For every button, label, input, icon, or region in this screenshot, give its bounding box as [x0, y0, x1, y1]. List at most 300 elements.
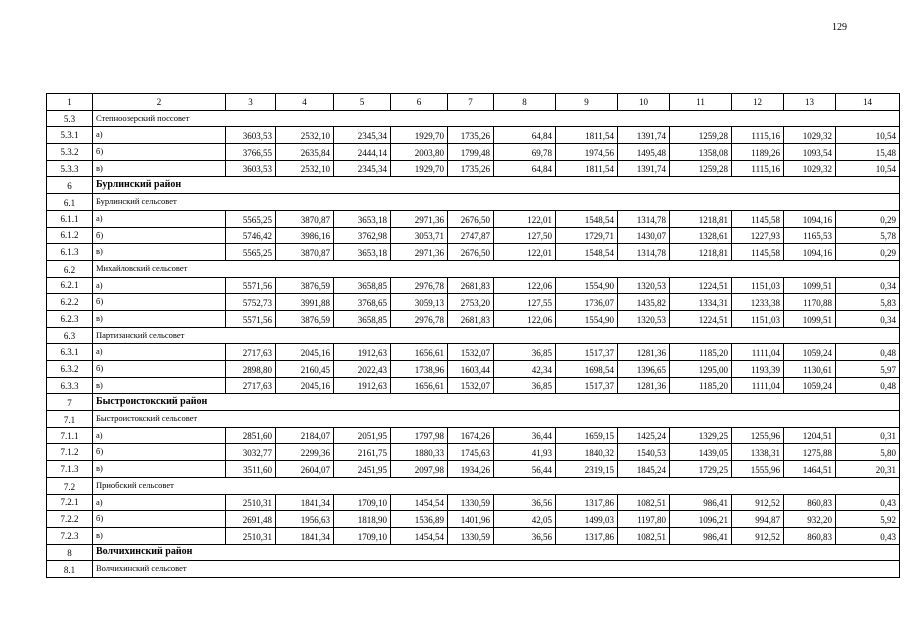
value-cell: 932,20 — [784, 511, 836, 528]
value-cell: 36,56 — [494, 494, 556, 511]
value-cell: 1099,51 — [784, 277, 836, 294]
value-cell: 1281,36 — [618, 344, 670, 361]
row-code: 6.2 — [47, 260, 93, 277]
row-code: 6.2.2 — [47, 294, 93, 311]
value-cell: 1929,70 — [391, 160, 448, 177]
value-cell: 64,84 — [494, 127, 556, 144]
value-cell: 5,83 — [836, 294, 900, 311]
value-cell: 2753,20 — [448, 294, 494, 311]
row-code: 6.3 — [47, 327, 93, 344]
value-cell: 1659,15 — [556, 427, 618, 444]
row-code: 7.1.3 — [47, 461, 93, 478]
value-cell: 2532,10 — [276, 160, 334, 177]
value-cell: 1517,37 — [556, 377, 618, 394]
row-code: 7.1 — [47, 411, 93, 428]
row-code: 6.2.3 — [47, 310, 93, 327]
value-cell: 1880,33 — [391, 444, 448, 461]
value-cell: 3658,85 — [334, 277, 391, 294]
row-code: 7.2.1 — [47, 494, 93, 511]
value-cell: 0,34 — [836, 277, 900, 294]
value-cell: 1555,96 — [732, 461, 784, 478]
value-cell: 1218,81 — [670, 210, 732, 227]
value-cell: 1532,07 — [448, 377, 494, 394]
value-cell: 1956,63 — [276, 511, 334, 528]
row-code: 6.2.1 — [47, 277, 93, 294]
value-cell: 1328,61 — [670, 227, 732, 244]
value-cell: 1554,90 — [556, 310, 618, 327]
value-cell: 1929,70 — [391, 127, 448, 144]
value-cell: 1934,26 — [448, 461, 494, 478]
value-cell: 1729,25 — [670, 461, 732, 478]
value-cell: 1548,54 — [556, 210, 618, 227]
value-cell: 1912,63 — [334, 377, 391, 394]
value-cell: 1729,71 — [556, 227, 618, 244]
table-row — [47, 527, 900, 544]
value-cell: 1517,37 — [556, 344, 618, 361]
value-cell: 2604,07 — [276, 461, 334, 478]
value-cell: 5752,73 — [226, 294, 276, 311]
value-cell: 2045,16 — [276, 377, 334, 394]
value-cell: 3603,53 — [226, 160, 276, 177]
value-cell: 994,87 — [732, 511, 784, 528]
value-cell: 1330,59 — [448, 527, 494, 544]
value-cell: 0,29 — [836, 210, 900, 227]
district-title: Волчихинский район — [93, 544, 900, 561]
value-cell: 1094,16 — [784, 244, 836, 261]
column-number-cell: 12 — [732, 94, 784, 111]
value-cell: 2097,98 — [391, 461, 448, 478]
row-code: 6.1.2 — [47, 227, 93, 244]
value-cell: 1698,54 — [556, 361, 618, 378]
value-cell: 1656,61 — [391, 344, 448, 361]
value-cell: 1674,26 — [448, 427, 494, 444]
value-cell: 1130,61 — [784, 361, 836, 378]
value-cell: 1204,51 — [784, 427, 836, 444]
value-cell: 1314,78 — [618, 210, 670, 227]
value-cell: 3032,77 — [226, 444, 276, 461]
table-row — [47, 344, 900, 361]
row-label: б) — [93, 294, 226, 311]
row-code: 6.3.3 — [47, 377, 93, 394]
value-cell: 0,29 — [836, 244, 900, 261]
value-cell: 5,78 — [836, 227, 900, 244]
value-cell: 1320,53 — [618, 277, 670, 294]
value-cell: 2184,07 — [276, 427, 334, 444]
value-cell: 0,48 — [836, 344, 900, 361]
column-number-cell: 11 — [670, 94, 732, 111]
value-cell: 986,41 — [670, 527, 732, 544]
value-cell: 1145,58 — [732, 210, 784, 227]
column-number-cell: 1 — [47, 94, 93, 111]
value-cell: 860,83 — [784, 494, 836, 511]
value-cell: 1096,21 — [670, 511, 732, 528]
value-cell: 1193,39 — [732, 361, 784, 378]
value-cell: 1197,80 — [618, 511, 670, 528]
value-cell: 1797,98 — [391, 427, 448, 444]
value-cell: 42,05 — [494, 511, 556, 528]
value-cell: 0,34 — [836, 310, 900, 327]
value-cell: 2635,84 — [276, 144, 334, 161]
value-cell: 1170,88 — [784, 294, 836, 311]
council-title: Степноозерский поссовет — [93, 110, 900, 127]
value-cell: 3986,16 — [276, 227, 334, 244]
value-cell: 3876,59 — [276, 310, 334, 327]
row-label: а) — [93, 494, 226, 511]
value-cell: 2681,83 — [448, 277, 494, 294]
value-cell: 1029,32 — [784, 160, 836, 177]
value-cell: 860,83 — [784, 527, 836, 544]
value-cell: 1317,86 — [556, 527, 618, 544]
district-header-row — [47, 544, 900, 561]
value-cell: 2898,80 — [226, 361, 276, 378]
value-cell: 1329,25 — [670, 427, 732, 444]
value-cell: 1391,74 — [618, 127, 670, 144]
column-number-cell: 13 — [784, 94, 836, 111]
value-cell: 1330,59 — [448, 494, 494, 511]
row-label: в) — [93, 160, 226, 177]
table-row — [47, 427, 900, 444]
value-cell: 1259,28 — [670, 127, 732, 144]
value-cell: 1912,63 — [334, 344, 391, 361]
row-code: 7.1.2 — [47, 444, 93, 461]
council-header-row — [47, 194, 900, 211]
row-code: 6.1.3 — [47, 244, 93, 261]
value-cell: 2691,48 — [226, 511, 276, 528]
value-cell: 3762,98 — [334, 227, 391, 244]
row-code: 5.3.3 — [47, 160, 93, 177]
row-label: а) — [93, 277, 226, 294]
row-label: в) — [93, 527, 226, 544]
row-label: а) — [93, 210, 226, 227]
value-cell: 1314,78 — [618, 244, 670, 261]
council-header-row — [47, 411, 900, 428]
value-cell: 2971,36 — [391, 244, 448, 261]
table-row — [47, 227, 900, 244]
row-code: 7.2 — [47, 477, 93, 494]
table-row — [47, 160, 900, 177]
column-number-cell: 6 — [391, 94, 448, 111]
row-label: б) — [93, 144, 226, 161]
value-cell: 1059,24 — [784, 377, 836, 394]
district-title: Быстроистокский район — [93, 394, 900, 411]
value-cell: 1233,38 — [732, 294, 784, 311]
row-label: а) — [93, 344, 226, 361]
table-row — [47, 511, 900, 528]
value-cell: 5746,42 — [226, 227, 276, 244]
council-header-row — [47, 477, 900, 494]
table-row — [47, 494, 900, 511]
value-cell: 1745,63 — [448, 444, 494, 461]
council-header-row — [47, 561, 900, 578]
value-cell: 1259,28 — [670, 160, 732, 177]
value-cell: 3053,71 — [391, 227, 448, 244]
value-cell: 2045,16 — [276, 344, 334, 361]
column-number-cell: 8 — [494, 94, 556, 111]
row-label: б) — [93, 227, 226, 244]
value-cell: 0,48 — [836, 377, 900, 394]
tariff-table — [46, 93, 900, 578]
value-cell: 912,52 — [732, 527, 784, 544]
value-cell: 2160,45 — [276, 361, 334, 378]
row-label: в) — [93, 310, 226, 327]
value-cell: 986,41 — [670, 494, 732, 511]
value-cell: 1811,54 — [556, 160, 618, 177]
row-code: 7.1.1 — [47, 427, 93, 444]
value-cell: 1495,48 — [618, 144, 670, 161]
council-title: Волчихинский сельсовет — [93, 561, 900, 578]
value-cell: 15,48 — [836, 144, 900, 161]
value-cell: 5,80 — [836, 444, 900, 461]
value-cell: 2451,95 — [334, 461, 391, 478]
value-cell: 2976,78 — [391, 310, 448, 327]
value-cell: 2976,78 — [391, 277, 448, 294]
column-number-cell: 10 — [618, 94, 670, 111]
row-code: 8.1 — [47, 561, 93, 578]
district-header-row — [47, 177, 900, 194]
value-cell: 1738,96 — [391, 361, 448, 378]
value-cell: 1338,31 — [732, 444, 784, 461]
value-cell: 1029,32 — [784, 127, 836, 144]
value-cell: 5,97 — [836, 361, 900, 378]
value-cell: 3870,87 — [276, 244, 334, 261]
value-cell: 2510,31 — [226, 527, 276, 544]
row-label: в) — [93, 377, 226, 394]
table-row — [47, 461, 900, 478]
value-cell: 1059,24 — [784, 344, 836, 361]
value-cell: 1841,34 — [276, 527, 334, 544]
value-cell: 1709,10 — [334, 494, 391, 511]
value-cell: 1811,54 — [556, 127, 618, 144]
value-cell: 2345,34 — [334, 160, 391, 177]
row-code: 8 — [47, 544, 93, 561]
value-cell: 1439,05 — [670, 444, 732, 461]
value-cell: 1185,20 — [670, 344, 732, 361]
value-cell: 1334,31 — [670, 294, 732, 311]
value-cell: 1358,08 — [670, 144, 732, 161]
row-code: 7.2.2 — [47, 511, 93, 528]
value-cell: 1151,03 — [732, 310, 784, 327]
value-cell: 1396,65 — [618, 361, 670, 378]
value-cell: 2717,63 — [226, 377, 276, 394]
value-cell: 122,06 — [494, 277, 556, 294]
value-cell: 1656,61 — [391, 377, 448, 394]
value-cell: 1111,04 — [732, 344, 784, 361]
council-title: Михайловский сельсовет — [93, 260, 900, 277]
value-cell: 5571,56 — [226, 277, 276, 294]
value-cell: 5,92 — [836, 511, 900, 528]
value-cell: 1425,24 — [618, 427, 670, 444]
value-cell: 5571,56 — [226, 310, 276, 327]
value-cell: 20,31 — [836, 461, 900, 478]
value-cell: 1536,89 — [391, 511, 448, 528]
row-code: 5.3.1 — [47, 127, 93, 144]
council-title: Приобский сельсовет — [93, 477, 900, 494]
value-cell: 1554,90 — [556, 277, 618, 294]
value-cell: 1548,54 — [556, 244, 618, 261]
table-row — [47, 310, 900, 327]
value-cell: 36,44 — [494, 427, 556, 444]
value-cell: 1840,32 — [556, 444, 618, 461]
row-code: 6.3.1 — [47, 344, 93, 361]
table-row — [47, 127, 900, 144]
value-cell: 3603,53 — [226, 127, 276, 144]
value-cell: 122,06 — [494, 310, 556, 327]
council-title: Партизанский сельсовет — [93, 327, 900, 344]
value-cell: 1317,86 — [556, 494, 618, 511]
value-cell: 1099,51 — [784, 310, 836, 327]
table-row — [47, 244, 900, 261]
value-cell: 1224,51 — [670, 277, 732, 294]
value-cell: 3766,55 — [226, 144, 276, 161]
value-cell: 2747,87 — [448, 227, 494, 244]
row-code: 7.2.3 — [47, 527, 93, 544]
value-cell: 0,31 — [836, 427, 900, 444]
value-cell: 2345,34 — [334, 127, 391, 144]
value-cell: 1435,82 — [618, 294, 670, 311]
column-number-cell: 4 — [276, 94, 334, 111]
value-cell: 1532,07 — [448, 344, 494, 361]
value-cell: 0,43 — [836, 527, 900, 544]
value-cell: 1255,96 — [732, 427, 784, 444]
column-number-cell: 3 — [226, 94, 276, 111]
value-cell: 1093,54 — [784, 144, 836, 161]
value-cell: 1430,07 — [618, 227, 670, 244]
value-cell: 1295,00 — [670, 361, 732, 378]
value-cell: 1151,03 — [732, 277, 784, 294]
value-cell: 10,54 — [836, 160, 900, 177]
row-code: 5.3 — [47, 110, 93, 127]
column-number-cell: 9 — [556, 94, 618, 111]
value-cell: 1735,26 — [448, 127, 494, 144]
value-cell: 2851,60 — [226, 427, 276, 444]
value-cell: 1115,16 — [732, 160, 784, 177]
row-label: б) — [93, 511, 226, 528]
value-cell: 2676,50 — [448, 244, 494, 261]
value-cell: 1845,24 — [618, 461, 670, 478]
value-cell: 3876,59 — [276, 277, 334, 294]
row-label: б) — [93, 361, 226, 378]
value-cell: 1603,44 — [448, 361, 494, 378]
value-cell: 10,54 — [836, 127, 900, 144]
value-cell: 3653,18 — [334, 210, 391, 227]
row-code: 6 — [47, 177, 93, 194]
row-label: в) — [93, 244, 226, 261]
value-cell: 122,01 — [494, 210, 556, 227]
value-cell: 1145,58 — [732, 244, 784, 261]
table-row — [47, 144, 900, 161]
row-code: 6.1 — [47, 194, 93, 211]
row-label: б) — [93, 444, 226, 461]
value-cell: 3511,60 — [226, 461, 276, 478]
council-header-row — [47, 110, 900, 127]
council-title: Быстроистокский сельсовет — [93, 411, 900, 428]
value-cell: 2022,43 — [334, 361, 391, 378]
district-title: Бурлинский район — [93, 177, 900, 194]
value-cell: 3653,18 — [334, 244, 391, 261]
value-cell: 3991,88 — [276, 294, 334, 311]
value-cell: 3059,13 — [391, 294, 448, 311]
value-cell: 1401,96 — [448, 511, 494, 528]
table-row — [47, 377, 900, 394]
value-cell: 1281,36 — [618, 377, 670, 394]
value-cell: 1391,74 — [618, 160, 670, 177]
value-cell: 2003,80 — [391, 144, 448, 161]
value-cell: 0,43 — [836, 494, 900, 511]
value-cell: 36,85 — [494, 344, 556, 361]
value-cell: 64,84 — [494, 160, 556, 177]
value-cell: 127,55 — [494, 294, 556, 311]
table-row — [47, 210, 900, 227]
value-cell: 2676,50 — [448, 210, 494, 227]
column-number-cell: 14 — [836, 94, 900, 111]
value-cell: 1165,53 — [784, 227, 836, 244]
table-row — [47, 277, 900, 294]
value-cell: 1799,48 — [448, 144, 494, 161]
value-cell: 1709,10 — [334, 527, 391, 544]
value-cell: 1082,51 — [618, 527, 670, 544]
column-number-cell: 2 — [93, 94, 226, 111]
value-cell: 1841,34 — [276, 494, 334, 511]
value-cell: 912,52 — [732, 494, 784, 511]
value-cell: 5565,25 — [226, 244, 276, 261]
column-number-cell: 5 — [334, 94, 391, 111]
value-cell: 2681,83 — [448, 310, 494, 327]
value-cell: 2444,14 — [334, 144, 391, 161]
value-cell: 3658,85 — [334, 310, 391, 327]
value-cell: 3768,65 — [334, 294, 391, 311]
council-header-row — [47, 327, 900, 344]
value-cell: 1974,56 — [556, 144, 618, 161]
value-cell: 1227,93 — [732, 227, 784, 244]
value-cell: 2319,15 — [556, 461, 618, 478]
value-cell: 122,01 — [494, 244, 556, 261]
value-cell: 2510,31 — [226, 494, 276, 511]
column-number-cell: 7 — [448, 94, 494, 111]
row-code: 7 — [47, 394, 93, 411]
value-cell: 1111,04 — [732, 377, 784, 394]
value-cell: 42,34 — [494, 361, 556, 378]
value-cell: 1818,90 — [334, 511, 391, 528]
row-label: а) — [93, 127, 226, 144]
value-cell: 1224,51 — [670, 310, 732, 327]
value-cell: 1736,07 — [556, 294, 618, 311]
value-cell: 36,56 — [494, 527, 556, 544]
value-cell: 1464,51 — [784, 461, 836, 478]
value-cell: 3870,87 — [276, 210, 334, 227]
value-cell: 69,78 — [494, 144, 556, 161]
value-cell: 1115,16 — [732, 127, 784, 144]
value-cell: 1189,26 — [732, 144, 784, 161]
page-number: 129 — [832, 22, 847, 33]
value-cell: 1218,81 — [670, 244, 732, 261]
value-cell: 41,93 — [494, 444, 556, 461]
value-cell: 5565,25 — [226, 210, 276, 227]
value-cell: 1454,54 — [391, 494, 448, 511]
value-cell: 36,85 — [494, 377, 556, 394]
value-cell: 1454,54 — [391, 527, 448, 544]
value-cell: 56,44 — [494, 461, 556, 478]
column-number-row — [47, 94, 900, 111]
row-code: 6.1.1 — [47, 210, 93, 227]
table-row — [47, 444, 900, 461]
value-cell: 127,50 — [494, 227, 556, 244]
table-row — [47, 361, 900, 378]
value-cell: 1735,26 — [448, 160, 494, 177]
value-cell: 1185,20 — [670, 377, 732, 394]
value-cell: 1540,53 — [618, 444, 670, 461]
value-cell: 1082,51 — [618, 494, 670, 511]
table-row — [47, 294, 900, 311]
